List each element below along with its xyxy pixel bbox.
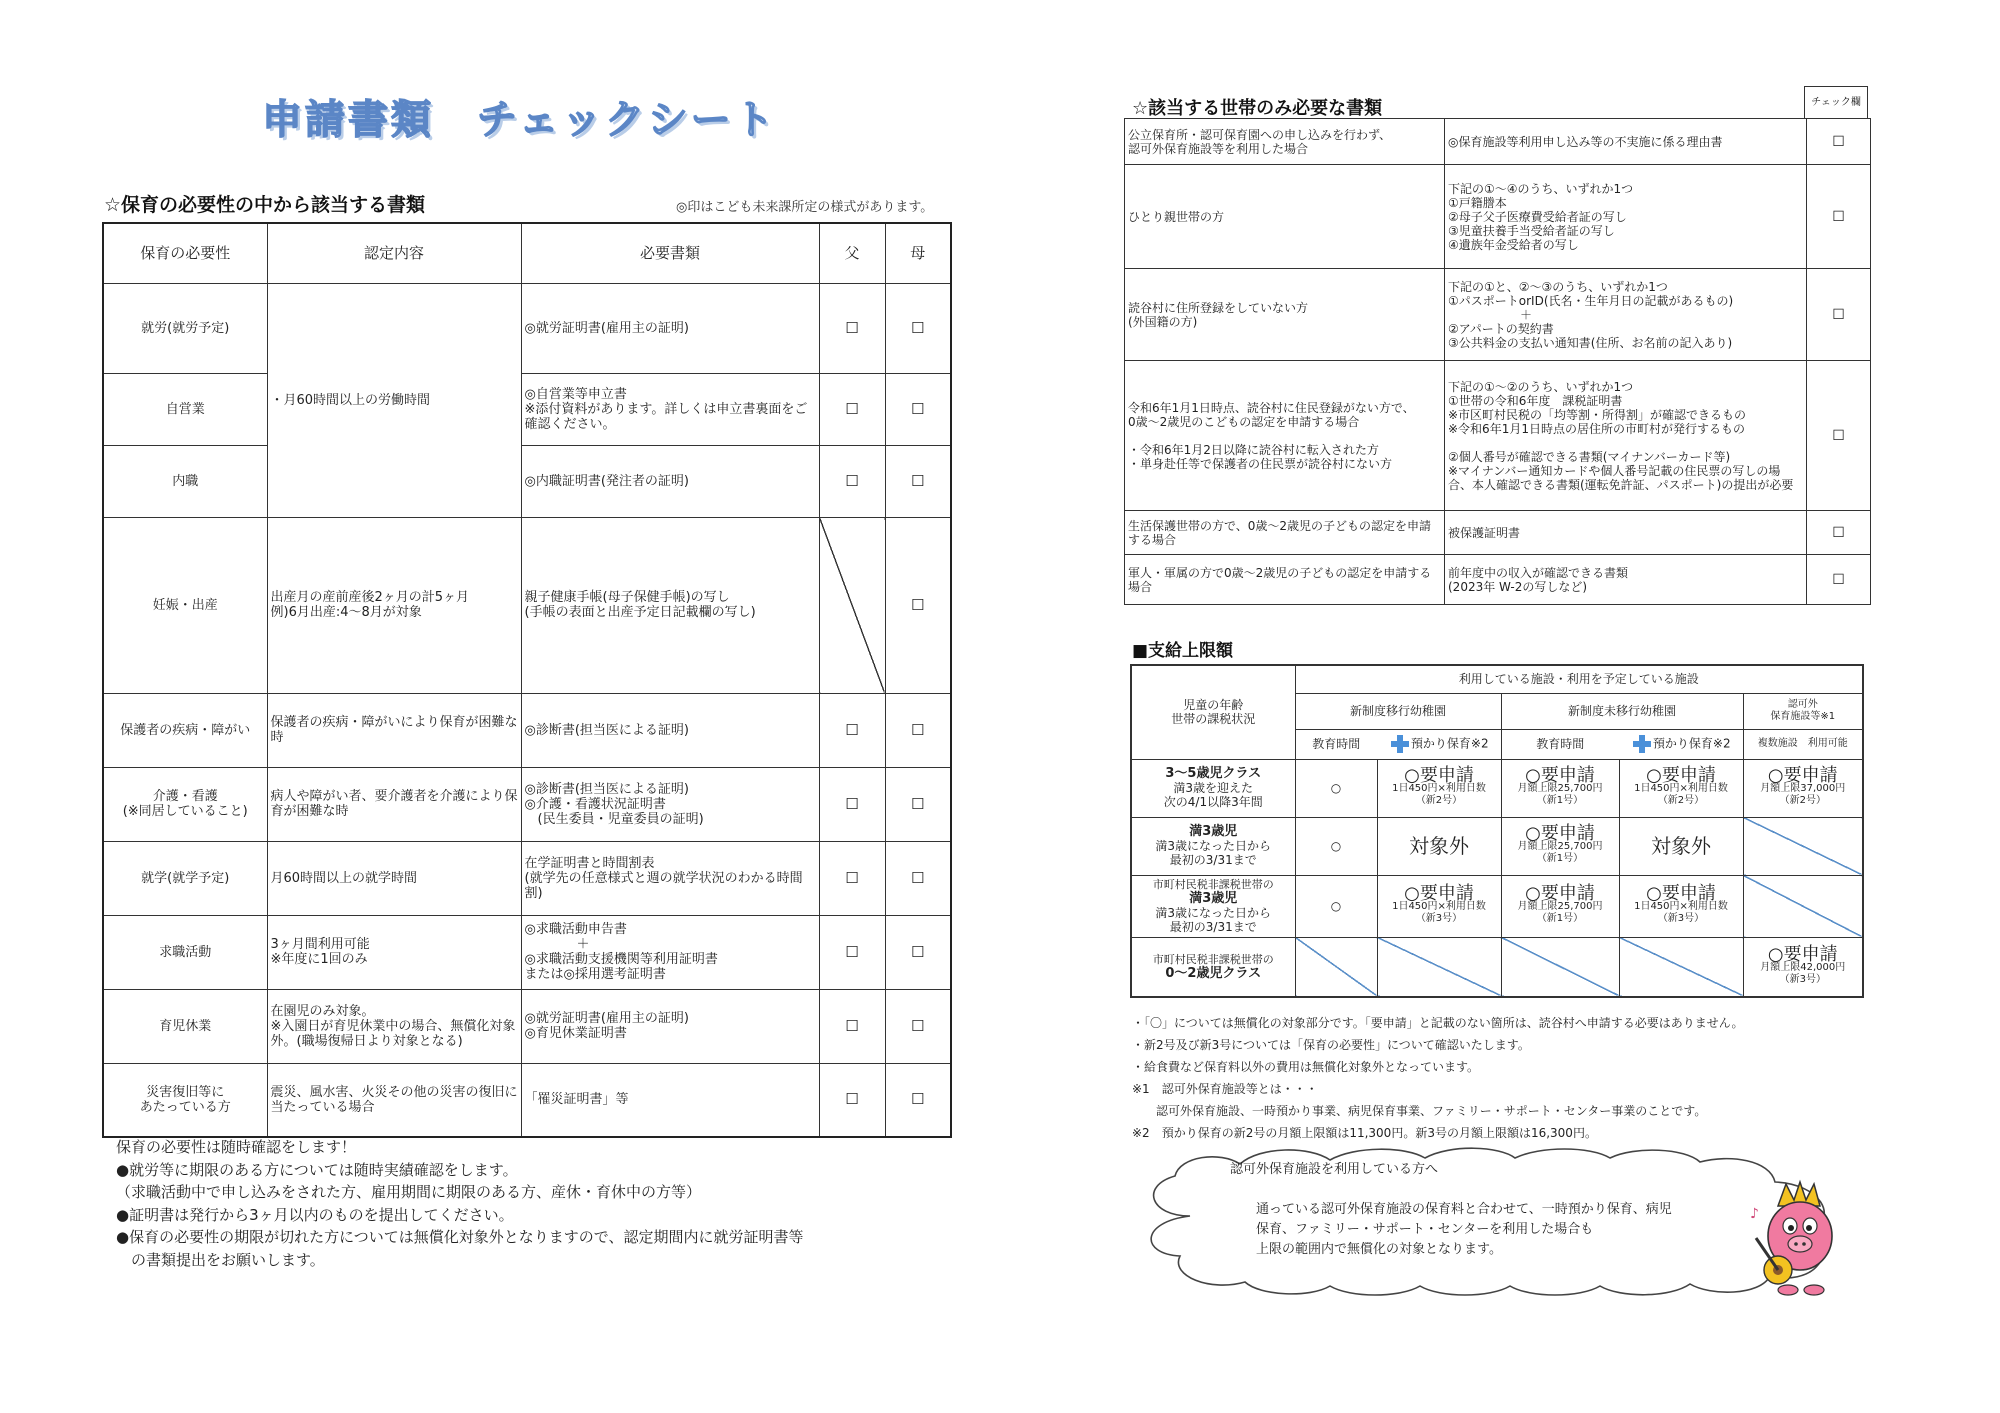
household-documents-table — [1124, 118, 1871, 605]
need-cell: 保護者の疾病・障がい — [103, 693, 267, 767]
limit-detail: 月額上限25,700円 （新1号） — [1517, 841, 1603, 864]
docs-cell: ◎内職証明書(発注者の証明) — [521, 445, 819, 517]
docs-cell: 前年度中の収入が確認できる書類 (2023年 W-2の写しなど) — [1445, 555, 1807, 605]
limit-detail: 1日450円×利用日数 （新2号） — [1634, 783, 1728, 806]
limit-detail: 1日450円×利用日数 （新3号） — [1634, 901, 1728, 924]
group-new-kindergarten: 新制度移行幼稚園 — [1295, 693, 1501, 729]
need-cell: 求職活動 — [103, 915, 267, 989]
limit-row — [1131, 875, 1863, 937]
docs-cell: 「罹災証明書」等 — [521, 1063, 819, 1137]
need-cell: 介護・看護 (※同居していること) — [103, 767, 267, 841]
apply-label: ○要申請 — [1525, 883, 1595, 904]
mother-checkbox[interactable]: ☐ — [885, 767, 951, 841]
father-checkbox[interactable]: ☐ — [819, 767, 885, 841]
row-label-main: 満3歳児 — [1189, 824, 1238, 839]
apply-label: ○要申請 — [1525, 823, 1595, 844]
apply-label: ○要申請 — [1404, 883, 1474, 904]
corner-cell: 児童の年齢 世帯の課税状況 — [1131, 665, 1295, 759]
need-cell: 内職 — [103, 445, 267, 517]
cloud-message: 認可外保育施設を利用している方へ 通っている認可外保育施設の保育料と合わせて、一時預かり保育、病児 保育、ファミリー・サポート・センターを利用した場合も 上限の範囲内で無償化の対象となります。 — [1230, 1162, 1672, 1257]
not-applicable-cell — [1619, 937, 1743, 997]
table-row — [1125, 361, 1871, 511]
row-label — [1131, 817, 1295, 875]
outside-cell: 対象外 — [1377, 817, 1501, 875]
apply-cell — [1743, 759, 1863, 817]
check-checkbox[interactable]: ☐ — [1807, 511, 1871, 555]
apply-cell — [1377, 759, 1501, 817]
apply-label: ○要申請 — [1646, 883, 1716, 904]
row-label-sub: 満3歳になった日から 最初の3/31まで — [1155, 839, 1272, 867]
row-label-sub: 満3歳になった日から 最初の3/31まで — [1155, 906, 1272, 934]
header-mother: 母 — [885, 223, 951, 283]
docs-cell: 下記の①～②のうち、いずれか1つ ①世帯の令和6年度 課税証明書 ※市区町村民税の「均等割・所得割」が確認できるもの ※令和6年1月1日時点の居住所の市町村が発行するもの ②個人番号が確認できる書類(マイナンバーカード等) ※マイナンバー通知カードや個人番号記載の住民票の写しの場合、本人確認できる書類(運転免許証、パスポート)の提出が必要 — [1445, 361, 1807, 511]
limit-detail: 月額上限37,000円 （新2号） — [1760, 783, 1846, 806]
need-cell: 自営業 — [103, 373, 267, 445]
mother-checkbox[interactable]: ☐ — [885, 517, 951, 693]
need-cell: 就学(就学予定) — [103, 841, 267, 915]
check-checkbox[interactable]: ☐ — [1807, 555, 1871, 605]
svg-text:♪: ♪ — [1750, 1206, 1759, 1222]
row-label-top: 市町村民税非課税世帯の — [1152, 878, 1274, 891]
docs-cell: 親子健康手帳(母子保健手帳)の写し (手帳の表面と出産予定日記載欄の写し) — [521, 517, 819, 693]
section-title-required: ☆保育の必要性の中から該当する書類 — [104, 194, 426, 216]
check-checkbox[interactable]: ☐ — [1807, 165, 1871, 269]
mother-checkbox[interactable]: ☐ — [885, 841, 951, 915]
edu-time-label: 教育時間 — [1312, 737, 1361, 751]
section-title-optional: ☆該当する世帯のみ必要な書類 — [1132, 98, 1383, 119]
limit-row — [1131, 759, 1863, 817]
table-row — [103, 283, 951, 373]
docs-cell: ◎自営業等申立書 ※添付資料があります。詳しくは申立書裏面をご確認ください。 — [521, 373, 819, 445]
need-cell: 妊娠・出産 — [103, 517, 267, 693]
sub-edu-time — [1501, 729, 1619, 759]
table-header-row — [103, 223, 951, 283]
apply-cell — [1501, 817, 1619, 875]
apply-cell — [1377, 875, 1501, 937]
limit-header-row — [1131, 665, 1863, 693]
docs-cell: ◎求職活動申告書 ＋ ◎求職活動支援機関等利用証明書 または◎採用選考証明書 — [521, 915, 819, 989]
docs-cell: ◎就労証明書(雇用主の証明) ◎育児休業証明書 — [521, 989, 819, 1063]
table-row — [1125, 511, 1871, 555]
row-label — [1131, 937, 1295, 997]
row-label — [1131, 875, 1295, 937]
row-label-main: 満3歳児 — [1189, 891, 1238, 906]
father-checkbox[interactable]: ☐ — [819, 373, 885, 445]
table-row — [103, 445, 951, 517]
sub-care — [1377, 729, 1501, 759]
footer-notes: 保育の必要性は随時確認をします！ ●就労等に期限のある方については随時実績確認をします。 （求職活動中で申し込みをされた方、雇用期間に期限のある方、産休・育休中の方等） ●証明書は発行から3ヶ月以内のものを提出してください。 ●保育の必要性の期限が切れた方については無償化対象外となりますので、認定期間内に就労証明書等 の書類提出をお願いします。 — [116, 1138, 804, 1269]
mother-checkbox[interactable]: ☐ — [885, 693, 951, 767]
free-circle: ○ — [1295, 817, 1377, 875]
father-checkbox[interactable]: ☐ — [819, 283, 885, 373]
case-cell: 読谷村に住所登録をしていない方 (外国籍の方) — [1125, 269, 1445, 361]
limit-row — [1131, 817, 1863, 875]
care-label: 預かり保育※2 — [1652, 736, 1731, 751]
case-cell: 軍人・軍属の方で0歳～2歳児の子どもの認定を申請する場合 — [1125, 555, 1445, 605]
content-cell: 3ヶ月間利用可能 ※年度に1回のみ — [267, 915, 521, 989]
table-row — [1125, 119, 1871, 165]
father-not-applicable — [819, 517, 885, 693]
row-label-top: 市町村民税非課税世帯の — [1152, 952, 1274, 966]
mascot-icon — [1748, 1178, 1848, 1298]
case-cell: 生活保護世帯の方で、0歳～2歳児の子どもの認定を申請する場合 — [1125, 511, 1445, 555]
need-cell: 育児休業 — [103, 989, 267, 1063]
mother-checkbox[interactable]: ☐ — [885, 445, 951, 517]
apply-cell — [1501, 875, 1619, 937]
content-cell: 震災、風水害、火災その他の災害の復旧に当たっている場合 — [267, 1063, 521, 1137]
sub-care — [1619, 729, 1743, 759]
free-circle: ○ — [1295, 875, 1377, 937]
docs-cell: 在学証明書と時間割表 (就学先の任意様式と週の就学状況のわかる時間割) — [521, 841, 819, 915]
limit-row — [1131, 937, 1863, 997]
apply-label: ○要申請 — [1767, 943, 1838, 965]
outside-cell: 対象外 — [1619, 817, 1743, 875]
content-cell: 保護者の疾病・障がいにより保育が困難な時 — [267, 693, 521, 767]
sub-multi-facility: 複数施設 利用可能 — [1743, 729, 1863, 759]
table-row — [103, 693, 951, 767]
father-checkbox[interactable]: ☐ — [819, 1063, 885, 1137]
plus-icon — [1391, 735, 1409, 753]
need-cell: 災害復旧等に あたっている方 — [103, 1063, 267, 1137]
limit-notes: ・「〇」については無償化の対象部分です。「要申請」と記載のない箇所は、読谷村へ申請する必要はありません。 ・新2号及び新3号については「保育の必要性」について確認いたします。 ・給食費など保育料以外の費用は無償化対象外となっています。 ※1 認可外保育施設等とは・・・ 認可外保育施設、一時預かり事業、病児保育事業、ファミリー・サポート・センター事業のことです。 ※2 預かり保育の新2号の月額上限額は11,300円。新3号の月額上限額は16,300円。 — [1132, 1016, 1744, 1140]
case-cell: 公立保育所・認可保育園への申し込みを行わず、 認可外保育施設等を利用した場合 — [1125, 119, 1445, 165]
docs-cell: 被保護証明書 — [1445, 511, 1807, 555]
apply-cell — [1743, 937, 1863, 997]
content-cell: 月60時間以上の就学時間 — [267, 841, 521, 915]
apply-label: ○要申請 — [1646, 765, 1716, 786]
apply-label: ○要申請 — [1404, 765, 1474, 786]
support-limit-table — [1130, 664, 1864, 998]
check-checkbox[interactable]: ☐ — [1807, 269, 1871, 361]
row-label-main: 3～5歳児クラス — [1165, 766, 1262, 781]
content-cell: 病人や障がい者、要介護者を介護により保育が困難な時 — [267, 767, 521, 841]
header-need: 保育の必要性 — [103, 223, 267, 283]
table-row — [103, 841, 951, 915]
row-label-sub: 満3歳を迎えた 次の4/1以降3年間 — [1163, 781, 1263, 809]
mother-checkbox[interactable]: ☐ — [885, 915, 951, 989]
sub-edu-time — [1295, 729, 1377, 759]
header-docs: 必要書類 — [521, 223, 819, 283]
facility-header: 利用している施設・利用を予定している施設 — [1295, 665, 1863, 693]
table-row — [103, 767, 951, 841]
check-checkbox[interactable]: ☐ — [1807, 361, 1871, 511]
limit-detail: 月額上限25,700円 （新1号） — [1517, 783, 1603, 806]
edu-time-label: 教育時間 — [1536, 737, 1585, 751]
father-checkbox[interactable]: ☐ — [819, 841, 885, 915]
mother-checkbox[interactable]: ☐ — [885, 373, 951, 445]
content-cell: 出産月の産前産後2ヶ月の計5ヶ月 例)6月出産:4～8月が対象 — [267, 517, 521, 693]
limit-detail: 1日450円×利用日数 （新3号） — [1392, 901, 1486, 924]
row-label — [1131, 759, 1295, 817]
care-label: 預かり保育※2 — [1410, 736, 1489, 751]
required-documents-table — [102, 222, 952, 1138]
limit-detail: 月額上限25,700円 （新1号） — [1517, 901, 1603, 924]
mother-checkbox[interactable]: ☐ — [885, 989, 951, 1063]
apply-cell — [1619, 759, 1743, 817]
table-row — [103, 373, 951, 445]
group-old-kindergarten: 新制度未移行幼稚園 — [1501, 693, 1743, 729]
limit-section-title: ■支給上限額 — [1132, 641, 1234, 661]
not-applicable-cell — [1501, 937, 1619, 997]
limit-detail: 1日450円×利用日数 （新2号） — [1392, 783, 1486, 806]
apply-cell — [1619, 875, 1743, 937]
not-applicable-cell — [1743, 817, 1863, 875]
header-content: 認定内容 — [267, 223, 521, 283]
free-circle: ○ — [1295, 759, 1377, 817]
case-cell: 令和6年1月1日時点、読谷村に住民登録がない方で、 0歳～2歳児のこどもの認定を申請する場合 ・令和6年1月2日以降に読谷村に転入された方 ・単身赴任等で保護者の住民票が読谷村にない方 — [1125, 361, 1445, 511]
table-row — [1125, 269, 1871, 361]
apply-label: ○要申請 — [1525, 765, 1595, 786]
check-checkbox[interactable]: ☐ — [1807, 119, 1871, 165]
plus-icon — [1633, 735, 1651, 753]
form-note: ◎印はこども未来課所定の様式があります。 — [676, 200, 934, 215]
check-column-header: チェック欄 — [1804, 86, 1868, 119]
docs-cell: ◎診断書(担当医による証明) — [521, 693, 819, 767]
not-applicable-cell — [1295, 937, 1377, 997]
page-title: 申請書類 チェックシート — [262, 97, 777, 143]
docs-cell: 下記の①～④のうち、いずれか1つ ①戸籍謄本 ②母子父子医療費受給者証の写し ③児童扶養手当受給者証の写し ④遺族年金受給者の写し — [1445, 165, 1807, 269]
header-father: 父 — [819, 223, 885, 283]
table-row — [103, 915, 951, 989]
father-checkbox[interactable]: ☐ — [819, 693, 885, 767]
case-cell: ひとり親世帯の方 — [1125, 165, 1445, 269]
father-checkbox[interactable]: ☐ — [819, 445, 885, 517]
apply-cell — [1501, 759, 1619, 817]
group-unlicensed: 認可外 保育施設等※1 — [1743, 693, 1863, 729]
row-label-main: 0～2歳児クラス — [1165, 965, 1262, 981]
docs-cell: ◎診断書(担当医による証明) ◎介護・看護状況証明書 (民生委員・児童委員の証明) — [521, 767, 819, 841]
mother-checkbox[interactable]: ☐ — [885, 1063, 951, 1137]
table-row — [103, 989, 951, 1063]
not-applicable-cell — [1377, 937, 1501, 997]
docs-cell: 下記の①と、②～③のうち、いずれか1つ ①パスポートorID(氏名・生年月日の記載があるもの) ＋ ②アパートの契約書 ③公共料金の支払い通知書(住所、お名前の記入あり) — [1445, 269, 1807, 361]
content-cell: 在園児のみ対象。 ※入園日が育児休業中の場合、無償化対象外。(職場復帰日より対象となる) — [267, 989, 521, 1063]
apply-label: ○要申請 — [1767, 765, 1838, 786]
table-row — [1125, 555, 1871, 605]
table-row — [103, 517, 951, 693]
father-checkbox[interactable]: ☐ — [819, 989, 885, 1063]
table-row — [103, 1063, 951, 1137]
limit-detail: 月額上限42,000円 （新3号） — [1760, 961, 1846, 985]
not-applicable-cell — [1743, 875, 1863, 937]
table-row — [1125, 165, 1871, 269]
need-cell: 就労(就労予定) — [103, 283, 267, 373]
content-cell: ・月60時間以上の労働時間 — [267, 283, 521, 517]
docs-cell: ◎就労証明書(雇用主の証明) — [521, 283, 819, 373]
docs-cell: ◎保育施設等利用申し込み等の不実施に係る理由書 — [1445, 119, 1807, 165]
mother-checkbox[interactable]: ☐ — [885, 283, 951, 373]
father-checkbox[interactable]: ☐ — [819, 915, 885, 989]
